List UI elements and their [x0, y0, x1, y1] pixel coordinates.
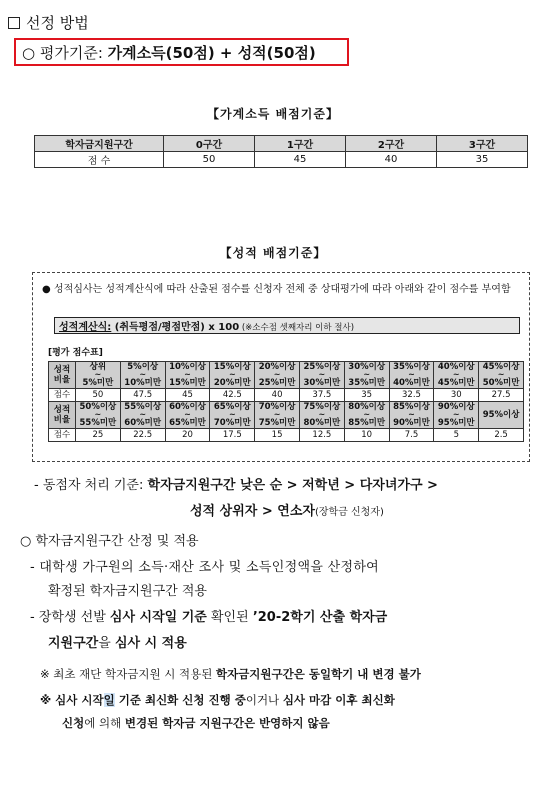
range-tilde: ~	[273, 410, 281, 419]
rank-from: 70%이상	[258, 402, 296, 412]
score-row	[49, 389, 524, 402]
header-cell: 0구간	[164, 136, 255, 152]
header-cell: 3구간	[437, 136, 528, 152]
range-tilde: ~	[184, 410, 191, 419]
row-header-rank: 성적 비율	[49, 402, 76, 429]
rank-to: 50%미만	[482, 378, 520, 388]
rank-from: 55%이상	[124, 402, 162, 412]
formula-note: (※소수점 셋째자리 이하 절사)	[239, 323, 355, 333]
note-1	[40, 664, 421, 685]
score-cell: 27.5	[479, 389, 524, 402]
rank-cell	[165, 362, 210, 389]
rank-cell	[165, 402, 210, 429]
rank-from: 80%이상	[348, 402, 386, 412]
note2-bold-3: 심사 마감 이후 최신화	[282, 693, 395, 707]
rank-to: 70%미만	[213, 418, 251, 428]
note-2-cont	[62, 713, 330, 734]
rank-to: 65%미만	[169, 418, 206, 428]
note2-bold-1: ※ 심사 시작	[40, 693, 104, 707]
range-tilde: ~	[363, 370, 371, 379]
score-table-label: [평가 점수표]	[48, 348, 103, 358]
range-tilde: ~	[363, 410, 371, 419]
rank-cell	[434, 402, 479, 429]
rank-cell	[389, 362, 434, 389]
support-item-1: - 대학생 가구원의 소득·재산 조사 및 소득인정액을 산정하여	[30, 560, 380, 575]
tie-rule-note: (장학금 신청자)	[314, 507, 384, 518]
tie-rule-continued	[190, 500, 384, 519]
support-item-1-cont: 확정된 학자금지원구간 적용	[48, 584, 207, 599]
grade-section-title: 【성적 배점기준】	[219, 246, 327, 260]
row-header-score: 점수	[49, 429, 76, 442]
score-cell: 45	[165, 389, 210, 402]
table-cell: 점 수	[35, 152, 164, 168]
note2-bold-2: 기준 최신화 신청 진행 중	[114, 693, 246, 707]
score-cell: 35	[344, 389, 389, 402]
rank-cell	[479, 402, 524, 429]
item2-pre: - 장학생 선발	[30, 610, 110, 625]
range-tilde: ~	[318, 410, 326, 419]
row-header-rank: 성적 비율	[49, 362, 76, 389]
rank-cell	[76, 362, 121, 389]
rank-to: 40%미만	[393, 378, 430, 388]
rank-from: 5%이상	[127, 362, 159, 372]
note-2	[40, 690, 395, 711]
income-score-table	[34, 135, 528, 168]
table-cell: 35	[437, 152, 528, 168]
rank-from: 10%이상	[169, 362, 206, 372]
range-tilde: ~	[228, 410, 236, 419]
range-tilde: ~	[408, 410, 415, 419]
criteria-prefix: ○ 평가기준:	[22, 44, 108, 62]
score-cell: 15	[255, 429, 300, 442]
note1-pre: ※ 최초 재단 학자금지원 시 적용된	[40, 667, 216, 681]
rank-from: 90%이상	[437, 402, 475, 412]
rank-cell	[76, 402, 121, 429]
table-cell: 40	[346, 152, 437, 168]
score-cell: 2.5	[479, 429, 524, 442]
rank-from: 15%이상	[213, 362, 251, 372]
note2-l2-mid: 에 의해	[84, 716, 125, 730]
table-cell: 45	[255, 152, 346, 168]
score-row	[49, 429, 524, 442]
rank-to: 85%미만	[348, 418, 386, 428]
rank-cell	[479, 362, 524, 389]
range-tilde: ~	[318, 370, 326, 379]
item2-mid-2: 을	[98, 636, 115, 651]
range-tilde: ~	[497, 370, 505, 379]
note2-highlight: 일	[103, 693, 115, 707]
rank-from: 35%이상	[393, 362, 430, 372]
evaluation-criteria	[22, 42, 316, 63]
rank-from: 25%이상	[303, 362, 341, 372]
rank-to: 95%미만	[437, 418, 475, 428]
support-heading: ○ 학자금지원구간 산정 및 적용	[20, 534, 199, 549]
formula-label: 성적계산식:	[59, 322, 112, 333]
item2-bold-3: 지원구간	[48, 636, 99, 651]
table-cell: 50	[164, 152, 255, 168]
rank-cell	[255, 402, 300, 429]
note2-l2-bold-2: 변경된 학자금 지원구간은 반영하지 않음	[124, 716, 330, 730]
rank-cell	[389, 402, 434, 429]
rank-row	[49, 402, 524, 429]
rank-to: 90%미만	[393, 418, 430, 428]
grade-formula	[54, 317, 520, 334]
range-tilde: ~	[273, 370, 281, 379]
score-cell: 20	[165, 429, 210, 442]
criteria-text: 가계소득(50점) + 성적(50점)	[107, 44, 316, 62]
score-cell: 25	[76, 429, 121, 442]
rank-to: 75%미만	[258, 418, 296, 428]
score-cell: 22.5	[120, 429, 165, 442]
range-tilde: ~	[139, 410, 147, 419]
item2-mid: 확인된	[206, 610, 253, 625]
income-table-title: 【가계소득 배점기준】	[207, 107, 339, 121]
score-cell: 7.5	[389, 429, 434, 442]
range-tilde: ~	[452, 410, 460, 419]
tie-rule	[34, 476, 438, 496]
range-tilde: ~	[184, 370, 191, 379]
section-heading-text: 선정 방법	[26, 14, 89, 32]
rank-to: 35%미만	[348, 378, 386, 388]
score-cell: 50	[76, 389, 121, 402]
checkbox-square-icon	[8, 17, 20, 29]
rank-cell	[344, 402, 389, 429]
section-heading	[8, 12, 89, 33]
grade-bullet-text: ● 성적심사는 성적계산식에 따라 산출된 점수를 신청자 전체 중 상대평가에 따라 아래와 같이 점수를 부여함	[42, 284, 511, 295]
rank-to: 80%미만	[303, 418, 341, 428]
rank-cell	[299, 362, 344, 389]
note2-l2-bold-1: 신청	[62, 716, 85, 730]
tie-rule-order: 학자금지원구간 낮은 순 > 저학년 > 다자녀가구 >	[147, 478, 438, 493]
rank-to: 10%미만	[124, 378, 162, 388]
rank-from: 60%이상	[169, 402, 206, 412]
header-cell: 2구간	[346, 136, 437, 152]
range-tilde: ~	[228, 370, 236, 379]
support-item-2-cont	[48, 632, 187, 656]
rank-to: 60%미만	[124, 418, 162, 428]
score-cell: 12.5	[299, 429, 344, 442]
support-item-2	[30, 606, 387, 630]
rank-to: 5%미만	[82, 378, 114, 388]
tie-rule-prefix: - 동점자 처리 기준:	[34, 478, 148, 493]
rank-cell	[434, 362, 479, 389]
rank-from: 95%이상	[482, 410, 520, 420]
rank-from: 75%이상	[303, 402, 341, 412]
rank-from: 65%이상	[213, 402, 251, 412]
table-header-row	[35, 136, 528, 152]
rank-from: 상위	[89, 362, 107, 372]
table-row	[35, 152, 528, 168]
rank-cell	[255, 362, 300, 389]
rank-from: 40%이상	[437, 362, 475, 372]
rank-from: 30%이상	[348, 362, 386, 372]
score-cell: 5	[434, 429, 479, 442]
rank-cell	[344, 362, 389, 389]
rank-to: 20%미만	[213, 378, 251, 388]
rank-to: 30%미만	[303, 378, 341, 388]
range-tilde: ~	[139, 370, 147, 379]
rank-to: 15%미만	[169, 378, 206, 388]
note2-mid: 이거나	[245, 693, 283, 707]
rank-cell	[120, 362, 165, 389]
score-cell: 47.5	[120, 389, 165, 402]
formula-body: (취득평점/평점만점) x 100	[111, 322, 240, 333]
grade-score-table	[48, 361, 524, 442]
rank-to: 25%미만	[258, 378, 296, 388]
header-cell: 1구간	[255, 136, 346, 152]
item2-bold-2: ’20-2학기 산출 학자금	[252, 610, 388, 625]
range-tilde: ~	[94, 370, 102, 379]
range-tilde: ~	[94, 410, 102, 419]
header-cell: 학자금지원구간	[35, 136, 164, 152]
rank-from: 50%이상	[79, 402, 117, 412]
rank-cell	[210, 402, 255, 429]
item2-bold-1: 심사 시작일 기준	[109, 610, 207, 625]
row-header-score: 점수	[49, 389, 76, 402]
rank-cell	[210, 362, 255, 389]
score-cell: 32.5	[389, 389, 434, 402]
rank-to: 55%미만	[79, 418, 117, 428]
rank-to: 45%미만	[437, 378, 475, 388]
rank-cell	[299, 402, 344, 429]
score-cell: 37.5	[299, 389, 344, 402]
score-cell: 17.5	[210, 429, 255, 442]
tie-rule-order-2: 성적 상위자 > 연소자	[190, 504, 315, 519]
rank-from: 85%이상	[393, 402, 430, 412]
score-cell: 40	[255, 389, 300, 402]
item2-bold-4: 심사 시 적용	[114, 636, 187, 651]
range-tilde: ~	[452, 370, 460, 379]
rank-cell	[120, 402, 165, 429]
rank-from: 20%이상	[258, 362, 296, 372]
note1-bold: 학자금지원구간은 동일학기 내 변경 불가	[215, 667, 421, 681]
score-cell: 30	[434, 389, 479, 402]
rank-from: 45%이상	[482, 362, 520, 372]
score-cell: 42.5	[210, 389, 255, 402]
rank-row	[49, 362, 524, 389]
score-cell: 10	[344, 429, 389, 442]
range-tilde: ~	[408, 370, 415, 379]
